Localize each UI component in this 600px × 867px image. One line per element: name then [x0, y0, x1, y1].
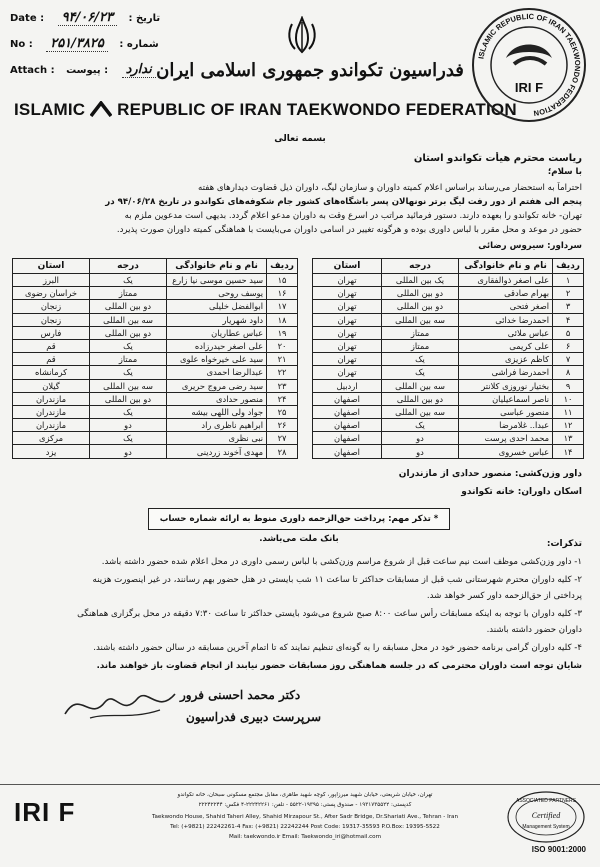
table-row	[13, 339, 298, 352]
body-line-1: احتراماً به استحضار می‌رساند براساس اعلام کمیته داوران و سازمان لیگ، داوران ذیل قضاوت دیدارهای هفته	[198, 183, 582, 193]
referee-province: مازندران	[13, 405, 90, 418]
referee-province: خراسان رضوی	[13, 287, 90, 300]
head-referee: سرداور: سیروس رضائی	[478, 241, 582, 251]
svg-text:ISLAMIC REPUBLIC OF IRAN TAEKW	[476, 12, 582, 118]
note-2a: ۲- کلیه داوران محترم شهرستانی شب قبل از مسابقات حداکثر تا ساعت ۱۱ شب بایستی در هتل حضور بهم رسانند، در غیر اینصورت هزینه	[92, 575, 582, 585]
col-row-header: ردیف	[553, 259, 584, 274]
row-number: ۱	[553, 274, 584, 287]
row-number: ۴	[553, 313, 584, 326]
referee-province: اصفهان	[313, 419, 382, 432]
referee-name: علی اصغر حیدرزاده	[167, 339, 267, 352]
signature-mark	[60, 684, 180, 724]
attach-value: ندارد	[122, 62, 156, 78]
referee-hosting: اسکان داوران: خانه تکواندو	[461, 487, 582, 497]
referee-grade: دو بین المللی	[90, 300, 167, 313]
referee-province: یزد	[13, 445, 90, 458]
footer-phones-en: Tel: (+9821) 22242261-4 Fax: (+9821) 22242244 Post Code: 19317-35593 P.O.Box: 19395-5522	[170, 824, 440, 830]
table-row	[13, 313, 298, 326]
referee-province: کرمانشاه	[13, 366, 90, 379]
row-number: ۲۸	[267, 445, 298, 458]
referee-name: داود شهریار	[167, 313, 267, 326]
footer-phones-fa: کدپستی: ۱۹۳۱۷۳۵۵۲۲ - صندوق پستی: ۱۹۳۹۵-۵۵۲۲ - تلفن: ۲۲۲۴۲۲۶۱-۴ فکس: ۲۲۲۴۲۲۴۴	[198, 802, 412, 808]
referee-grade: یک بین المللی	[382, 274, 459, 287]
referee-grade: یک	[382, 419, 459, 432]
table-row	[13, 326, 298, 339]
referee-grade: سه بین المللی	[90, 379, 167, 392]
referee-province: البرز	[13, 274, 90, 287]
table-header-row	[313, 259, 584, 274]
row-number: ۲۲	[267, 366, 298, 379]
referee-grade: یک	[90, 339, 167, 352]
referee-table-left	[12, 258, 298, 459]
col-name-header: نام و نام خانوادگی	[167, 259, 267, 274]
iso-label: ISO 9001:2000	[531, 845, 586, 854]
number-label: No :	[10, 39, 33, 50]
attach-label-fa: : پیوست	[66, 65, 109, 76]
federation-logo	[470, 6, 588, 124]
table-row	[313, 445, 584, 458]
row-number: ۱۰	[553, 392, 584, 405]
referee-province: تهران	[313, 274, 382, 287]
referee-grade: دو بین المللی	[382, 287, 459, 300]
row-number: ۲۳	[267, 379, 298, 392]
referee-name: ابوالفضل خلیلی	[167, 300, 267, 313]
referee-grade: دو بین المللی	[90, 392, 167, 405]
cert-bottom-text: Management System	[522, 824, 570, 830]
referee-province: زنجان	[13, 300, 90, 313]
date-row	[10, 10, 160, 25]
footer-logo: IRI F	[14, 797, 76, 827]
row-number: ۲۵	[267, 405, 298, 418]
number-row	[10, 36, 159, 51]
referee-province: تهران	[313, 353, 382, 366]
certification-badge	[506, 790, 586, 844]
referee-name: عباس خسروی	[459, 445, 553, 458]
logo-mark-text: IRI F	[514, 80, 544, 95]
body-line-4: حضور در موعد و محل مقرر با لباس داوری بوده و هرگونه تغییر در اسامی داوران می‌بایست با هماهنگی کمیته داوران صورت پذیرد.	[116, 225, 582, 235]
referee-grade: سه بین المللی	[90, 313, 167, 326]
greeting: با سلام؛	[547, 167, 582, 177]
col-row-header: ردیف	[267, 259, 298, 274]
table-row	[13, 287, 298, 300]
table-row	[313, 353, 584, 366]
row-number: ۲۴	[267, 392, 298, 405]
note-1: ۱- داور وزن‌کشی موظف است نیم ساعت قبل از شروع مراسم وزن‌کشی با لباس رسمی داوری در محل اعلام شده حضور داشته باشد.	[101, 557, 582, 567]
table-row	[313, 405, 584, 418]
note-2b: پرداختی از حق‌الزحمه داور کسر خواهد شد.	[426, 591, 582, 601]
referee-province: فارس	[13, 326, 90, 339]
footer-divider	[0, 784, 600, 785]
table-row	[313, 419, 584, 432]
table-row	[313, 326, 584, 339]
referee-name: نبی نظری	[167, 432, 267, 445]
recipient: ریاست محترم هیأت تکواندو استان	[413, 153, 582, 164]
referee-name: جواد ولی اللهی بیشه	[167, 405, 267, 418]
referee-province: زنجان	[13, 313, 90, 326]
table-row	[313, 287, 584, 300]
table-row	[313, 392, 584, 405]
referee-grade: سه بین المللی	[382, 405, 459, 418]
referee-name: عباس ملائی	[459, 326, 553, 339]
referee-name: بختیار نوروزی کلانتر	[459, 379, 553, 392]
referee-name: مهدی آخوند زردینی	[167, 445, 267, 458]
col-province-header: استان	[313, 259, 382, 274]
table-row	[313, 274, 584, 287]
row-number: ۲۶	[267, 419, 298, 432]
date-value: ۹۴/۰۶/۲۳	[58, 10, 117, 26]
referee-grade: دو بین المللی	[382, 300, 459, 313]
referee-name: احمدرضا فراشی	[459, 366, 553, 379]
referee-name: سید علی خیرخواه علوی	[167, 353, 267, 366]
table-row	[13, 300, 298, 313]
table-row	[313, 339, 584, 352]
referee-grade: یک	[382, 353, 459, 366]
federation-en-part2: REPUBLIC OF IRAN TAEKWONDO FEDERATION	[117, 100, 517, 119]
number-label-fa: : شماره	[119, 39, 159, 50]
row-number: ۱۶	[267, 287, 298, 300]
referee-grade: سه بین المللی	[382, 313, 459, 326]
row-number: ۱۲	[553, 419, 584, 432]
row-number: ۱۵	[267, 274, 298, 287]
table-row	[13, 379, 298, 392]
referee-grade: دو	[382, 445, 459, 458]
row-number: ۲۷	[267, 432, 298, 445]
table-row	[13, 419, 298, 432]
table-row	[313, 379, 584, 392]
signatory-title: سرپرست دبیری فدراسیون	[186, 710, 321, 724]
referee-grade: ممتاز	[382, 339, 459, 352]
referee-name: ناصر اسماعیلیان	[459, 392, 553, 405]
referee-grade: سه بین المللی	[382, 379, 459, 392]
col-province-header: استان	[13, 259, 90, 274]
referee-table-right	[312, 258, 584, 459]
table-row	[13, 405, 298, 418]
table-row	[13, 274, 298, 287]
referee-province: مازندران	[13, 419, 90, 432]
notes-title: تذکرات:	[546, 539, 582, 549]
col-grade-header: درجه	[382, 259, 459, 274]
referee-name: یوسف روحی	[167, 287, 267, 300]
table-row	[313, 432, 584, 445]
iran-emblem-icon	[285, 16, 319, 54]
table-row	[13, 392, 298, 405]
table-row	[313, 366, 584, 379]
referee-grade: یک	[90, 274, 167, 287]
federation-name-en	[14, 100, 517, 120]
referee-grade: یک	[90, 366, 167, 379]
footer-address-fa: تهران، خیابان شریعتی، خیابان شهید میرزاپور، کوچه شهید طاهری، مقابل مجتمع مسکونی سبحان، خانه تکواندو	[177, 792, 433, 798]
row-number: ۲	[553, 287, 584, 300]
note-4: ۴- کلیه داوران گرامی برنامه حضور خود در محل مسابقه را به گونه‌ای تنظیم نمایند که تا اتمام آخرین مسابقه در سالن حضور داشته باشند.	[93, 643, 582, 653]
footer-address-en: Taekwondo House, Shahid Taheri Alley, Shahid Mirzapour St., After Sadr Bridge, Dr.Shariati Ave., Tehran - Iran	[152, 814, 458, 820]
logo-ring-text: ISLAMIC REPUBLIC OF IRAN TAEKWONDO FEDERATION	[476, 11, 583, 118]
row-number: ۱۹	[267, 326, 298, 339]
referee-name: عبدا.. غلامرضا	[459, 419, 553, 432]
weigh-in-referee: داور وزن‌کشی: منصور حدادی از مازندران	[398, 469, 582, 479]
cert-mid-text: Certified	[531, 811, 561, 820]
table-row	[13, 432, 298, 445]
body-line-2: پنجم الی هفتم از دور رفت لیگ برتر نونهالان پسر باشگاه‌های کشور جام شکوفه‌های تکواندو در تاریخ ۹۴/۰۶/۲۸ در	[105, 197, 582, 207]
referee-province: قم	[13, 339, 90, 352]
row-number: ۹	[553, 379, 584, 392]
row-number: ۱۷	[267, 300, 298, 313]
federation-name-fa: فدراسیون تکواندو جمهوری اسلامی ایران	[156, 60, 464, 81]
footer-web-en: Mail: taekwondo.ir Email: Taekwondo_iri@hotmail.com	[228, 834, 382, 840]
important-notice: * تذکر مهم: پرداخت حق‌الزحمه داوری منوط به ارائه شماره حساب بانک ملت می‌باشد.	[148, 508, 450, 530]
cert-top-text: ASSOCIATED PARTNERS	[515, 798, 577, 804]
bismillah: بسمه تعالی	[274, 134, 326, 144]
referee-grade: یک	[90, 432, 167, 445]
row-number: ۱۸	[267, 313, 298, 326]
col-grade-header: درجه	[90, 259, 167, 274]
table-row	[313, 300, 584, 313]
note-3b: داوران حضور داشته باشند.	[486, 625, 582, 635]
referee-name: منصور حدادی	[167, 392, 267, 405]
referee-grade: ممتاز	[382, 326, 459, 339]
referee-name: محمد احدی پرست	[459, 432, 553, 445]
referee-grade: یک	[90, 405, 167, 418]
table-row	[13, 445, 298, 458]
referee-grade: دو	[90, 445, 167, 458]
table-row	[13, 366, 298, 379]
row-number: ۶	[553, 339, 584, 352]
table-row	[313, 313, 584, 326]
referee-grade: دو	[90, 419, 167, 432]
row-number: ۳	[553, 300, 584, 313]
referee-province: مازندران	[13, 392, 90, 405]
federation-en-part1: ISLAMIC	[14, 100, 86, 119]
chevron-logo-icon	[90, 101, 112, 117]
number-value: ۲۵۱/۳۸۲۵	[46, 36, 108, 52]
attach-row	[10, 62, 156, 77]
row-number: ۱۳	[553, 432, 584, 445]
row-number: ۱۴	[553, 445, 584, 458]
referee-province: اصفهان	[313, 405, 382, 418]
referee-province: تهران	[313, 339, 382, 352]
row-number: ۲۱	[267, 353, 298, 366]
referee-province: تهران	[313, 313, 382, 326]
note-3a: ۳- کلیه داوران با توجه به اینکه مسابقات رأس ساعت ۸:۰۰ صبح شروع می‌شود بایستی حداکثر تا ساعت ۷:۳۰ دقیقه در محل برگزاری هماهنگی	[77, 609, 582, 619]
referee-name: علی کریمی	[459, 339, 553, 352]
referee-name: سید حسین موسی نیا زارع	[167, 274, 267, 287]
date-label: Date :	[10, 13, 45, 24]
referee-grade: ممتاز	[90, 287, 167, 300]
referee-name: کاظم عزیزی	[459, 353, 553, 366]
signatory-name: دکتر محمد احسنی فرور	[180, 688, 301, 702]
referee-grade: دو بین المللی	[90, 326, 167, 339]
referee-province: اصفهان	[313, 392, 382, 405]
referee-grade: یک	[382, 366, 459, 379]
referee-province: اردبیل	[313, 379, 382, 392]
date-label-fa: : تاریخ	[128, 13, 161, 24]
row-number: ۵	[553, 326, 584, 339]
row-number: ۸	[553, 366, 584, 379]
table-header-row	[13, 259, 298, 274]
row-number: ۱۱	[553, 405, 584, 418]
referee-province: اصفهان	[313, 445, 382, 458]
row-number: ۲۰	[267, 339, 298, 352]
referee-name: سید رضی مروج حریری	[167, 379, 267, 392]
col-name-header: نام و نام خانوادگی	[459, 259, 553, 274]
referee-province: تهران	[313, 366, 382, 379]
row-number: ۷	[553, 353, 584, 366]
referee-name: ابراهیم ناظری راد	[167, 419, 267, 432]
referee-grade: ممتاز	[90, 353, 167, 366]
referee-name: عبدالرضا احمدی	[167, 366, 267, 379]
referee-province: تهران	[313, 300, 382, 313]
referee-province: قم	[13, 353, 90, 366]
body-line-3: تهران- خانه تکواندو را بعهده دارند. دستور فرمائید مراتب در اسرع وقت به داوران مدعو اعلام گردد. بدیهی است مدعوین ملزم به	[124, 211, 582, 221]
referee-province: مرکزی	[13, 432, 90, 445]
referee-province: گیلان	[13, 379, 90, 392]
referee-grade: دو	[382, 432, 459, 445]
referee-province: تهران	[313, 326, 382, 339]
attach-label: Attach :	[10, 65, 55, 76]
referee-name: منصور عباسی	[459, 405, 553, 418]
referee-province: اصفهان	[313, 432, 382, 445]
final-note: شایان توجه است داوران محترمی که در جلسه هماهنگی روز مسابقات حضور نیابند از انجام قضاوت باز خواهند ماند.	[96, 661, 582, 671]
table-row	[13, 353, 298, 366]
referee-name: احمدرضا خدائی	[459, 313, 553, 326]
referee-name: علی اصغر ذوالفقاری	[459, 274, 553, 287]
referee-name: اصغر فتحی	[459, 300, 553, 313]
referee-province: تهران	[313, 287, 382, 300]
referee-name: عباس عطاریان	[167, 326, 267, 339]
referee-name: بهرام صادقی	[459, 287, 553, 300]
referee-grade: دو بین المللی	[382, 392, 459, 405]
